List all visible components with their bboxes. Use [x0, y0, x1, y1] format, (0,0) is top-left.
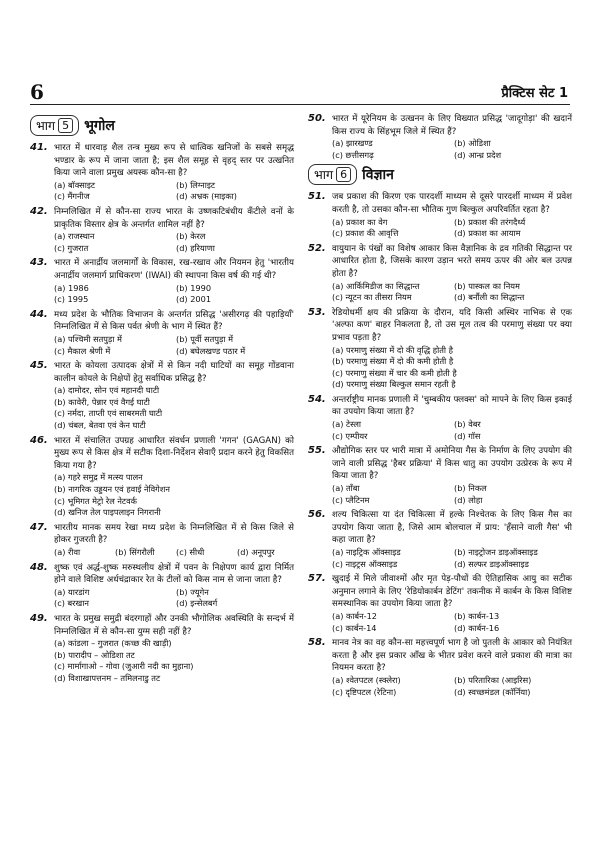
question: [308, 113, 572, 161]
question: [30, 435, 294, 519]
option: (a) श्वेतपटल (स्क्लेरा): [332, 674, 401, 685]
question-body: [332, 445, 572, 506]
options: [54, 547, 294, 559]
section-badge: [308, 164, 357, 185]
section-heading: [30, 115, 294, 136]
question-number: 52.: [308, 242, 326, 254]
option: (b) कावेरी, पेन्नार एवं वैगई घाटी: [54, 396, 150, 407]
question: [30, 206, 294, 254]
option: (c) न्यूटन का तीसरा नियम: [332, 292, 412, 303]
options: [332, 345, 572, 391]
options: [332, 611, 572, 634]
options: [54, 385, 294, 431]
option: (c) परमाणु संख्या में चार की कमी होती है: [332, 367, 457, 378]
section-title: भूगोल: [84, 118, 115, 134]
option: (b) कार्बन-13: [454, 610, 500, 621]
option: (d) खनिज तेल पाइपलाइन निगरानी: [54, 507, 161, 518]
options: [332, 419, 572, 442]
options: [332, 547, 572, 570]
right-column: [308, 113, 572, 701]
question-text: शल्य चिकित्सा या दंत चिकित्सा में हल्के निश्चेतक के लिए किस गैस का उपयोग किया जाता है, जिसे आम बोलचाल में प्राय: 'हँसाने वाली गैस' भी कहा जाता है?: [332, 510, 572, 546]
question: [30, 522, 294, 559]
left-column: [30, 113, 294, 688]
option: (a) परमाणु संख्या में दो की वृद्धि होती है: [332, 344, 453, 355]
option: (b) 1990: [176, 282, 212, 293]
option: (d) आन्ध्र प्रदेश: [454, 149, 502, 160]
option: (d) कार्बन-16: [454, 622, 500, 633]
option: (a) प्रकाश का वेग: [332, 216, 388, 227]
options: [54, 180, 294, 203]
section-number: 6: [336, 167, 351, 182]
option: (a) कांडला – गुजरात (कच्छ की खाड़ी): [54, 638, 172, 649]
question-text: भारत में अनार्द्रीय जलमार्गों के विकास, रख-रखाव और नियमन हेतु 'भारतीय अनार्द्रीय जलमार्ग प्राधिकरण' (IWAI) की स्थापना किस वर्ष की गई थी?: [54, 258, 294, 281]
question: [30, 309, 294, 357]
option: (b) ज्यूगेन: [176, 586, 209, 597]
question-number: 44.: [30, 308, 48, 320]
question-text: अन्तर्राष्ट्रीय मानक प्रणाली में 'चुम्बकीय फ्लक्स' को मापने के लिए किस इकाई का उपयोग किया जाता है?: [332, 394, 572, 418]
header-rule: [30, 104, 570, 105]
question-text: भारत में यूरेनियम के उत्खनन के लिए विख्यात प्रसिद्ध 'जादूगोड़ा' की खदानें किस राज्य के सिंहभूम जिले में स्थित हैं?: [332, 114, 572, 137]
question: [308, 637, 572, 698]
question-text: वायुयान के पंखों का विशेष आकार किस वैज्ञानिक के द्रव गतिकी सिद्धान्त पर आधारित होता है, जिसके कारण उड़ान भरते समय ऊपर की ओर बल उत्पन्न होता है?: [332, 243, 572, 279]
option: (a) कार्बन-12: [332, 610, 378, 621]
question-body: [54, 613, 294, 685]
question-text: भारत में संचालित उपग्रह आधारित संवर्धन प्रणाली 'गगन' (GAGAN) को मुख्य रूप से किस क्षेत्र में सटीक दिशा-निर्देशन सेवाएँ प्रदान करने हेतु विकसित किया गया है?: [54, 435, 294, 471]
options: [332, 281, 572, 304]
question: [30, 360, 294, 432]
question-number: 54.: [308, 393, 326, 405]
question-text: औद्योगिक स्तर पर भारी मात्रा में अमोनिया गैस के निर्माण के लिए उपयोग की जाने वाली प्रसिद्ध 'हैबर प्रक्रिया' में किस धातु का उपयोग उत्प्रेरक के रूप में किया जाता है?: [332, 446, 572, 482]
option: (b) केरल: [176, 231, 206, 242]
option: (c) भूमिगत मेट्रो रेल नेटवर्क: [54, 495, 137, 506]
question: [308, 191, 572, 239]
question-number: 45.: [30, 360, 48, 372]
option: (d) अनूपपुर: [237, 547, 275, 557]
option: (c) छत्तीसगढ़: [332, 149, 374, 160]
options: [54, 334, 294, 357]
options: [54, 231, 294, 254]
option: (c) गुजरात: [54, 242, 89, 253]
option: (d) हरियाणा: [176, 242, 215, 253]
option: (b) वेबर: [454, 419, 481, 430]
option: (b) निकल: [454, 483, 487, 494]
option: (a) रीवा: [54, 547, 81, 557]
section-badge: [30, 115, 79, 136]
option: (d) 2001: [176, 294, 212, 305]
question-number: 41.: [30, 142, 48, 153]
question-number: 43.: [30, 257, 48, 269]
option: (d) अभ्रक (माइका): [176, 191, 237, 202]
option: (b) परितारिका (आइरिस): [454, 674, 532, 685]
question-text: मानव नेत्र का वह कौन-सा महत्त्वपूर्ण भाग है जो पुतली के आकार को नियंत्रित करता है और इस प्रकार आँख के भीतर प्रवेश करने वाले प्रकाश की मात्रा का नियमन करता है?: [332, 638, 572, 674]
option: (b) नाइट्रोजन डाइऑक्साइड: [454, 547, 538, 557]
question-number: 57.: [308, 573, 326, 585]
question-text: खुदाई में मिले जीवाश्मों और मृत पेड़-पौधों की ऐतिहासिक आयु का सटीक अनुमान लगाने के लिए 'रेडियोकार्बन डेटिंग' तकनीक में कार्बन के किस विशिष्ट समस्थानिक का उपयोग किया जाता है?: [332, 574, 572, 610]
option: (c) मार्मागाओ – गोवा (जुआरी नदी का मुहाना): [54, 661, 194, 672]
option: (a) टेस्ला: [332, 419, 361, 430]
question-body: [54, 257, 294, 305]
option: (d) बर्नौली का सिद्धान्त: [454, 292, 525, 303]
option: (d) सल्फर डाइऑक्साइड: [454, 558, 529, 569]
option: (c) नाइट्रस ऑक्साइड: [332, 558, 398, 569]
question-number: 42.: [30, 205, 48, 217]
section-heading: [308, 164, 572, 185]
question-body: [332, 509, 572, 570]
question-body: [54, 562, 294, 610]
options: [54, 283, 294, 306]
option: (a) नाइट्रिक ऑक्साइड: [332, 547, 401, 557]
option: (d) प्रकाश का आयाम: [454, 228, 521, 239]
options: [54, 587, 294, 610]
options: [54, 472, 294, 518]
option: (c) नर्मदा, ताप्ती एवं साबरमती घाटी: [54, 408, 163, 419]
option: (c) बरखान: [54, 598, 89, 609]
question-body: [332, 191, 572, 239]
question-text: भारत में धारवाड़ शैल तन्त्र मुख्य रूप से धात्विक खनिजों के सबसे समृद्ध भण्डार के रूप में जाना जाता है; इस शैल समूह से वृहद् स्तर पर उत्खनित किया जाने वाला प्रमुख अयस्क कौन-सा है?: [54, 143, 294, 179]
option: (d) विशाखापत्तनम – तमिलनाडु तट: [54, 672, 161, 683]
option: (a) राजस्थान: [54, 231, 95, 242]
question-body: [332, 573, 572, 634]
options: [332, 217, 572, 240]
option: (c) मैंगनीज: [54, 191, 90, 202]
question-number: 46.: [30, 434, 48, 446]
question-text: भारत के कोयला उत्पादक क्षेत्रों में से किन नदी घाटियों का समूह गोंडवाना कालीन कोयले के निक्षेपों हेतु सर्वाधिक प्रसिद्ध है?: [54, 361, 294, 384]
question-body: [54, 360, 294, 432]
question-body: [332, 113, 572, 161]
option: (a) दामोदर, सोन एवं महानदी घाटी: [54, 385, 160, 396]
option: (a) आर्किमिडीज का सिद्धान्त: [332, 280, 420, 291]
question-text: भारत के प्रमुख समुद्री बंदरगाहों और उनकी भौगोलिक अवस्थिति के सन्दर्भ में निम्नलिखित में से कौन-सा युग्म सही नहीं है?: [54, 613, 294, 637]
question-text: रेडियोधर्मी क्षय की प्रक्रिया के दौरान, यदि किसी अस्थिर नाभिक से एक 'अल्फा कण' बाहर निकलता है, तो उस मूल तत्व की परमाणु संख्या पर क्या प्रभाव पड़ता है?: [332, 307, 572, 343]
option: (c) प्रकाश की आवृत्ति: [332, 228, 399, 239]
question-number: 50.: [308, 113, 326, 124]
option: (a) बॉक्साइट: [54, 179, 96, 190]
question: [308, 573, 572, 634]
option: (d) इन्सेलबर्ग: [176, 598, 218, 609]
option: (a) गहरे समुद्र में मत्स्य पालन: [54, 472, 143, 483]
question-body: [332, 307, 572, 391]
options: [332, 138, 572, 161]
option: (d) बघेलखण्ड पठार में: [176, 345, 246, 356]
question-text: निम्नलिखित में से कौन-सा राज्य भारत के उष्णकटिबंधीय कँटीले वनों के प्राकृतिक विस्तार क्षेत्र के अन्तर्गत शामिल नहीं है?: [54, 206, 294, 230]
option: (c) कार्बन-14: [332, 622, 377, 633]
options: [54, 638, 294, 684]
option: (d) चंबल, बेतवा एवं केन घाटी: [54, 420, 146, 431]
option: (b) लिग्नाइट: [176, 179, 215, 190]
option: (a) 1986: [54, 282, 89, 293]
question: [30, 257, 294, 305]
section-number: 5: [58, 118, 73, 133]
option: (d) स्वच्छमंडल (कॉर्निया): [454, 686, 531, 697]
question: [30, 142, 294, 203]
option: (b) प्रकाश की तरंगदैर्ध्य: [454, 216, 526, 227]
option: (c) मैकाल श्रेणी में: [54, 345, 111, 356]
option: (a) पश्चिमी सतपुड़ा में: [54, 333, 122, 344]
option: (c) 1995: [54, 294, 89, 305]
option: (a) ताँबा: [332, 483, 360, 494]
question-number: 47.: [30, 521, 48, 533]
question-body: [54, 206, 294, 254]
question: [308, 243, 572, 304]
option: (b) पास्कल का नियम: [454, 280, 520, 291]
question-number: 51.: [308, 191, 326, 203]
page-number: 6: [30, 80, 44, 104]
question: [308, 394, 572, 442]
question-text: शुष्क एवं अर्द्ध-शुष्क मरुस्थलीय क्षेत्रों में पवन के निक्षेपण कार्य द्वारा निर्मित होने वाले विशिष्ट अर्धचंद्राकार रेत के टीलों को किस नाम से जाना जाता है?: [54, 562, 294, 586]
option: (b) सिंगरौली: [115, 547, 155, 557]
option: (b) ओडिशा: [454, 138, 491, 149]
options: [332, 675, 572, 698]
question-body: [332, 637, 572, 698]
option: (c) एम्पीयर: [332, 430, 368, 441]
option: (d) गॉस: [454, 430, 481, 441]
question-number: 58.: [308, 637, 326, 649]
question-body: [54, 522, 294, 559]
option: (c) दृष्टिपटल (रेटिना): [332, 686, 397, 697]
option: (d) परमाणु संख्या बिल्कुल समान रहती है: [332, 379, 456, 390]
question-number: 56.: [308, 509, 326, 521]
option: (b) नागरिक उड्डयन एवं हवाई नेविगेशन: [54, 484, 170, 495]
option: (b) पारादीप – ओडिशा तट: [54, 649, 135, 660]
question-text: भारतीय मानक समय रेखा मध्य प्रदेश के निम्नलिखित में से किस जिले से होकर गुजरती है?: [54, 522, 294, 546]
section-title: विज्ञान: [362, 167, 394, 184]
section-label: भाग: [314, 167, 334, 183]
option: (c) प्लैटिनम: [332, 494, 370, 505]
question-number: 55.: [308, 445, 326, 457]
question-body: [332, 394, 572, 442]
question: [30, 562, 294, 610]
question-text: मध्य प्रदेश के भौतिक विभाजन के अन्तर्गत प्रसिद्ध 'असीरगढ़ की पहाड़ियाँ' निम्नलिखित में से किस पर्वत श्रेणी के भाग में स्थित हैं?: [54, 309, 294, 333]
option: (b) पूर्वी सतपुड़ा में: [176, 333, 233, 344]
question: [308, 445, 572, 506]
question: [308, 509, 572, 570]
question-text: जब प्रकाश की किरण एक पारदर्शी माध्यम से दूसरे पारदर्शी माध्यम में प्रवेश करती है, तो उसका कौन-सा भौतिक गुण बिल्कुल अपरिवर्तित रहता है?: [332, 192, 572, 215]
question: [308, 307, 572, 391]
option: (d) लोहा: [454, 494, 483, 505]
question-number: 53.: [308, 306, 326, 318]
section-label: भाग: [36, 118, 56, 133]
running-title: प्रैक्टिस सेट 1: [501, 86, 568, 101]
option: (b) परमाणु संख्या में दो की कमी होती है: [332, 356, 454, 367]
option: (c) सीधी: [176, 547, 205, 557]
options: [332, 483, 572, 506]
question-body: [54, 435, 294, 519]
option: (a) झारखण्ड: [332, 138, 373, 149]
question-body: [54, 142, 294, 203]
question: [30, 613, 294, 685]
option: (a) यारडांग: [54, 586, 90, 597]
question-body: [332, 243, 572, 304]
question-number: 49.: [30, 612, 48, 624]
question-body: [54, 309, 294, 357]
question-number: 48.: [30, 561, 48, 573]
